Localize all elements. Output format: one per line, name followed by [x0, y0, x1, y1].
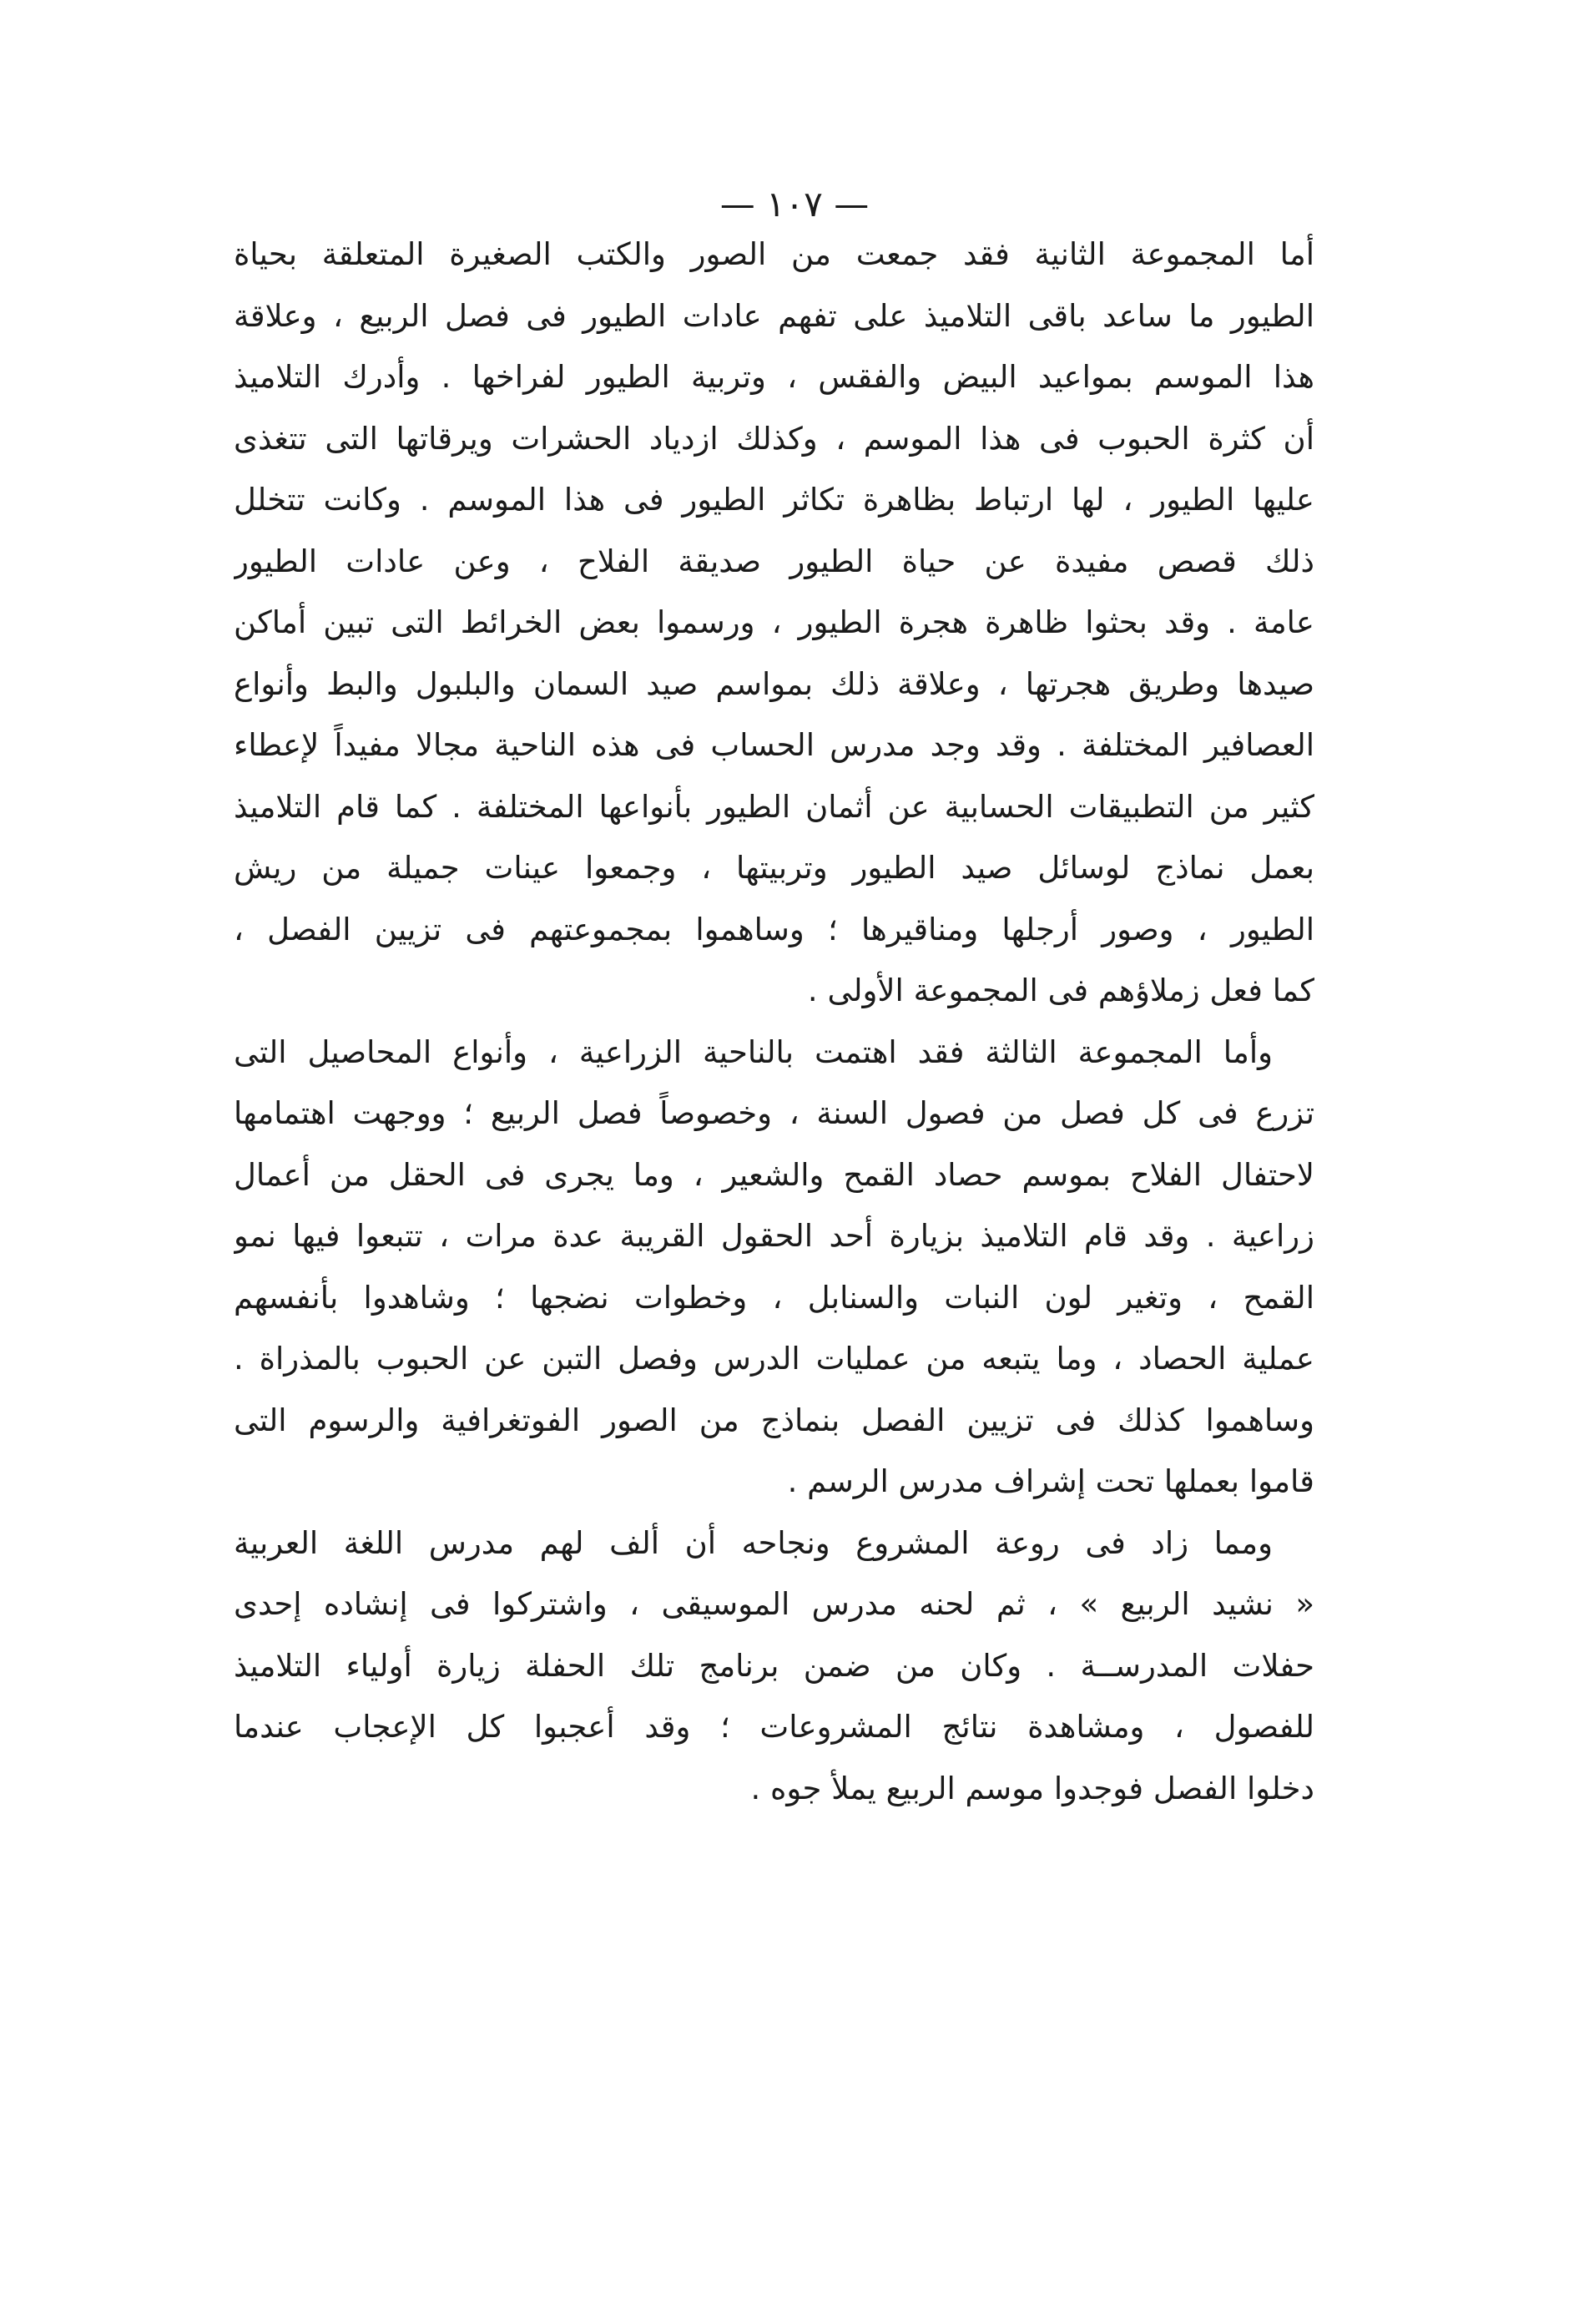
text-line: ذلك قصص مفيدة عن حياة الطيور صديقة الفلاح ، وعن عادات الطيور	[234, 543, 1314, 579]
text-line: تزرع فى كل فصل من فصول السنة ، وخصوصاً فصل الربيع ؛ ووجهت اهتمامها	[234, 1095, 1314, 1131]
text-line: « نشيد الربيع » ، ثم لحنه مدرس الموسيقى ، واشتركوا فى إنشاده إحدى	[234, 1586, 1314, 1622]
text-line: الطيور ، وصور أرجلها ومناقيرها ؛ وساهموا بمجموعتهم فى تزيين الفصل ،	[234, 911, 1314, 947]
page-number: — ١٠٧ —	[719, 184, 870, 225]
text-line: للفصول ، ومشاهدة نتائج المشروعات ؛ وقد أعجبوا كل الإعجاب عندما	[234, 1709, 1314, 1745]
text-line: العصافير المختلفة . وقد وجد مدرس الحساب فى هذه الناحية مجالا مفيداً لإعطاء	[234, 727, 1314, 763]
text-line: لاحتفال الفلاح بموسم حصاد القمح والشعير ، وما يجرى فى الحقل من أعمال	[234, 1156, 1314, 1193]
text-line: وساهموا كذلك فى تزيين الفصل بنماذج من الصور الفوتغرافية والرسوم التى	[234, 1402, 1314, 1438]
text-line: كثير من التطبيقات الحسابية عن أثمان الطيور بأنواعها المختلفة . كما قام التلاميذ	[234, 788, 1314, 825]
text-line: حفلات المدرســة . وكان من ضمن برنامج تلك الحفلة زيارة أولياء التلاميذ	[234, 1647, 1314, 1684]
text-line: القمح ، وتغير لون النبات والسنابل ، وخطوات نضجها ؛ وشاهدوا بأنفسهم	[234, 1279, 1314, 1316]
paragraph-birds	[234, 224, 1314, 1022]
text-line: صيدها وطريق هجرتها ، وعلاقة ذلك بمواسم صيد السمان والبلبول والبط وأنواع	[234, 665, 1314, 702]
text-line: عليها الطيور ، لها ارتباط بظاهرة تكاثر الطيور فى هذا الموسم . وكانت تتخلل	[234, 482, 1314, 518]
text-line: أن كثرة الحبوب فى هذا الموسم ، وكذلك ازدياد الحشرات ويرقاتها التى تتغذى	[234, 420, 1314, 457]
text-line: قاموا بعملها تحت إشراف مدرس الرسم .	[787, 1463, 1314, 1499]
text-line: زراعية . وقد قام التلاميذ بزيارة أحد الحقول القريبة عدة مرات ، تتبعوا فيها نمو	[234, 1218, 1314, 1254]
paragraph-spring-song	[234, 1513, 1314, 1820]
text-line: الطيور ما ساعد باقى التلاميذ على تفهم عادات الطيور فى فصل الربيع ، وعلاقة	[234, 297, 1314, 334]
body-text	[234, 224, 1314, 1819]
text-line: عملية الحصاد ، وما يتبعه من عمليات الدرس وفصل التبن عن الحبوب بالمذراة .	[234, 1341, 1314, 1377]
text-line: دخلوا الفصل فوجدوا موسم الربيع يملأ جوه .	[750, 1770, 1314, 1806]
text-line: عامة . وقد بحثوا ظاهرة هجرة الطيور ، ورسموا بعض الخرائط التى تبين أماكن	[234, 604, 1314, 640]
text-line: أما المجموعة الثانية فقد جمعت من الصور والكتب الصغيرة المتعلقة بحياة	[234, 236, 1314, 272]
text-line: ومما زاد فى روعة المشروع ونجاحه أن ألف لهم مدرس اللغة العربية	[234, 1524, 1273, 1561]
paragraph-agriculture	[234, 1022, 1314, 1513]
text-line: كما فعل زملاؤهم فى المجموعة الأولى .	[807, 973, 1314, 1008]
text-line: هذا الموسم بمواعيد البيض والفقس ، وتربية الطيور لفراخها . وأدرك التلاميذ	[234, 359, 1314, 395]
text-line: بعمل نماذج لوسائل صيد الطيور وتربيتها ، وجمعوا عينات جميلة من ريش	[234, 850, 1314, 886]
text-line: وأما المجموعة الثالثة فقد اهتمت بالناحية الزراعية ، وأنواع المحاصيل التى	[234, 1033, 1273, 1070]
